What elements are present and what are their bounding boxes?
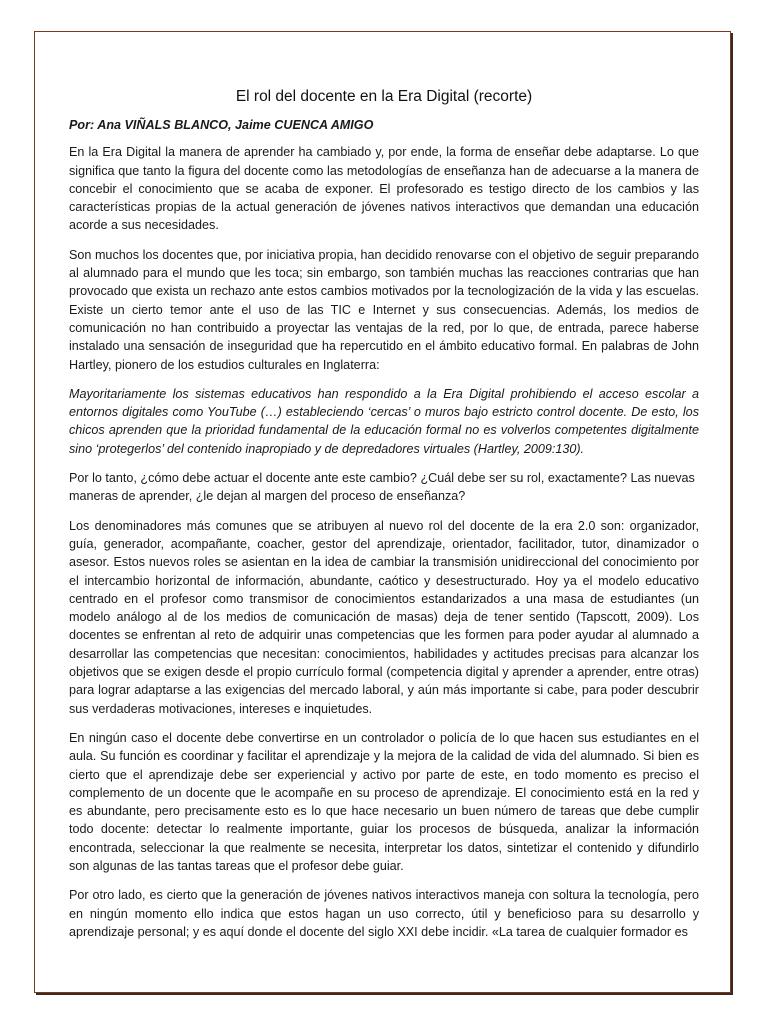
document-title: El rol del docente en la Era Digital (recorte) (235, 88, 533, 105)
paragraph-new-roles: Los denominadores más comunes que se atribuyen al nuevo rol del docente de la era 2.0 son: organizador, guía, generador, acompañante, coacher, gestor del aprendizaje, orientador, facilitador, tutor, dinamizador o asesor. Estos nuevos roles se asientan en la idea de cambiar la transmisión unidireccional del conocimiento por el intercambio horizontal de información, abundante, caótico y desestructurado. Hoy ya el modelo educativo centrado en el profesor como transmisor de conocimientos estandarizados a una masa de estudiantes (un modelo análogo al de los medios de comunicación de masas) deja de tener sentido (Tapscott, 2009). Los docentes se enfrentan al reto de adquirir unas competencias que les formen para poder ayudar al alumnado a desarrollar las competencias que necesitan: conocimientos, habilidades y actitudes precisas para alcanzar los objetivos que se exigen desde el propio currículo formal (competencia digital y aprender a aprender, entre otras) para lograr adaptarse a las exigencias del mercado laboral, y aún más importante si cabe, para poder descubrir sus verdaderas motivaciones, intereses e inquietudes. (69, 518, 699, 716)
document-authors: Por: Ana VIÑALS BLANCO, Jaime CUENCA AMIGO (69, 118, 374, 132)
paragraph-hartley-quote: Mayoritariamente los sistemas educativos han respondido a la Era Digital prohibiendo el acceso escolar a entornos digitales como YouTube (…) estableciendo ‘cercas’ o muros bajo estricto control docente. De esto, los chicos aprenden que la prioridad fundamental de la educación formal no es volverlos competentes digitalmente sino ‘protegerlos’ del contenido inapropiado y de depredadores virtuales (Hartley, 2009:130). (69, 386, 699, 456)
paragraph-teachers-renewal: Son muchos los docentes que, por iniciativa propia, han decidido renovarse con el objetivo de seguir preparando al alumnado para el mundo que les toca; sin embargo, son también muchas las reacciones contrarias que han provocado que exista un rechazo ante estos cambios motivados por la tecnologización de la vida y las escuelas. Existe un cierto temor ante el uso de las TIC e Internet y sus consecuencias. Además, los medios de comunicación no han contribuido a proyectar las ventajas de la red, por lo que, de entrada, parece haberse instalado una sensación de inseguridad que ha repercutido en el ámbito educativo formal. En palabras de John Hartley, pionero de los estudios culturales en Inglaterra: (69, 247, 699, 372)
paragraph-teacher-function: En ningún caso el docente debe convertirse en un controlador o policía de lo que hacen sus estudiantes en el aula. Su función es coordinar y facilitar el aprendizaje y la mejora de la calidad de vida del alumnado. Si bien es cierto que el aprendizaje debe ser experiencial y activo por parte de este, en todo momento es preciso el complemento de un docente que le acompañe en su proceso de aprendizaje. El conocimiento está en la red y es abundante, pero precisamente esto es lo que hace necesario un buen número de tareas que debe cumplir todo docente: detectar lo realmente importante, guiar los procesos de búsqueda, analizar la información encontrada, seleccionar la que realmente se necesita, interpretar los datos, sintetizar el contenido y difundirlo son algunas de las tantas tareas que el profesor debe guiar. (69, 730, 699, 873)
paragraph-intro: En la Era Digital la manera de aprender ha cambiado y, por ende, la forma de enseñar debe adaptarse. Lo que significa que tanto la figura del docente como las metodologías de enseñanza han de adecuarse a la manera de concebir el conocimiento que se acaba de exponer. El profesorado es testigo directo de los cambios y las características propias de la actual generación de jóvenes nativos interactivos que demandan una educación acorde a sus necesidades. (69, 145, 699, 233)
paragraph-questions: Por lo tanto, ¿cómo debe actuar el docente ante este cambio? ¿Cuál debe ser su rol, exactamente? Las nuevas maneras de aprender, ¿le dejan al margen del proceso de enseñanza? (69, 471, 695, 504)
paragraph-digital-natives: Por otro lado, es cierto que la generación de jóvenes nativos interactivos maneja con soltura la tecnología, pero en ningún momento ello indica que estos hagan un uso correcto, útil y beneficioso para su desarrollo y aprendizaje personal; y es aquí donde el docente del siglo XXI debe incidir. «La tarea de cualquier formador es (69, 888, 699, 939)
document-body (69, 86, 699, 952)
